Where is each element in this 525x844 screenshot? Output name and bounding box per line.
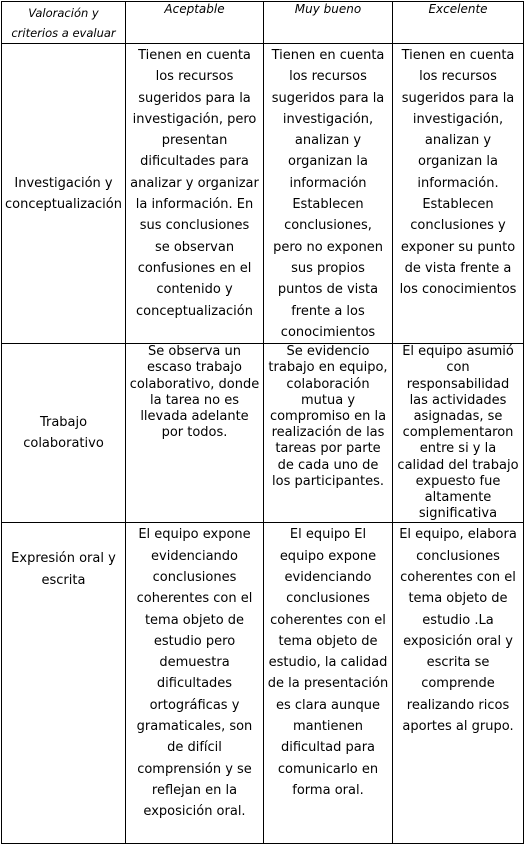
criterion-cell: Expresión oral y escrita bbox=[2, 523, 126, 844]
header-row bbox=[2, 2, 524, 44]
table-row bbox=[2, 344, 524, 523]
excelente-cell: El equipo, elabora conclusiones coherentes con el tema objeto de estudio .La exposición oral y escrita se comprende realizando ricos aportes al grupo. bbox=[393, 523, 524, 844]
table-row bbox=[2, 44, 524, 344]
muy-bueno-cell: Tienen en cuenta los recursos sugeridos para la investigación, analizan y organizan la información Establecen conclusiones, pero no exponen sus propios puntos de vista frente a los conocimientos bbox=[264, 44, 393, 344]
rubric-table bbox=[1, 1, 524, 844]
header-criteria: Valoración y criterios a evaluar bbox=[2, 2, 126, 44]
header-excelente: Excelente bbox=[393, 2, 524, 44]
header-aceptable: Aceptable bbox=[126, 2, 264, 44]
criterion-cell: Trabajo colaborativo bbox=[2, 344, 126, 523]
muy-bueno-cell: El equipo El equipo expone evidenciando conclusiones coherentes con el tema objeto de estudio, la calidad de la presentación es clara aunque mantienen dificultad para comunicarlo en forma oral. bbox=[264, 523, 393, 844]
aceptable-cell: Se observa un escaso trabajo colaborativo, donde la tarea no es llevada adelante por todos. bbox=[126, 344, 264, 523]
table-row bbox=[2, 523, 524, 844]
muy-bueno-cell: Se evidencio trabajo en equipo, colaboración mutua y compromiso en la realización de las tareas por parte de cada uno de los participantes. bbox=[264, 344, 393, 523]
aceptable-cell: El equipo expone evidenciando conclusiones coherentes con el tema objeto de estudio pero demuestra dificultades ortográficas y gramaticales, son de difícil comprensión y se reflejan en la exposición oral. bbox=[126, 523, 264, 844]
excelente-cell: El equipo asumió con responsabilidad las actividades asignadas, se complementaron entre si y la calidad del trabajo expuesto fue altamente significativa bbox=[393, 344, 524, 523]
criterion-cell: Investigación y conceptualización bbox=[2, 44, 126, 344]
header-muy-bueno: Muy bueno bbox=[264, 2, 393, 44]
aceptable-cell: Tienen en cuenta los recursos sugeridos para la investigación, pero presentan dificultades para analizar y organizar la información. En sus conclusiones se observan confusiones en el contenido y conceptualización bbox=[126, 44, 264, 344]
excelente-cell: Tienen en cuenta los recursos sugeridos para la investigación, analizan y organizan la información. Establecen conclusiones y exponer su punto de vista frente a los conocimientos bbox=[393, 44, 524, 344]
